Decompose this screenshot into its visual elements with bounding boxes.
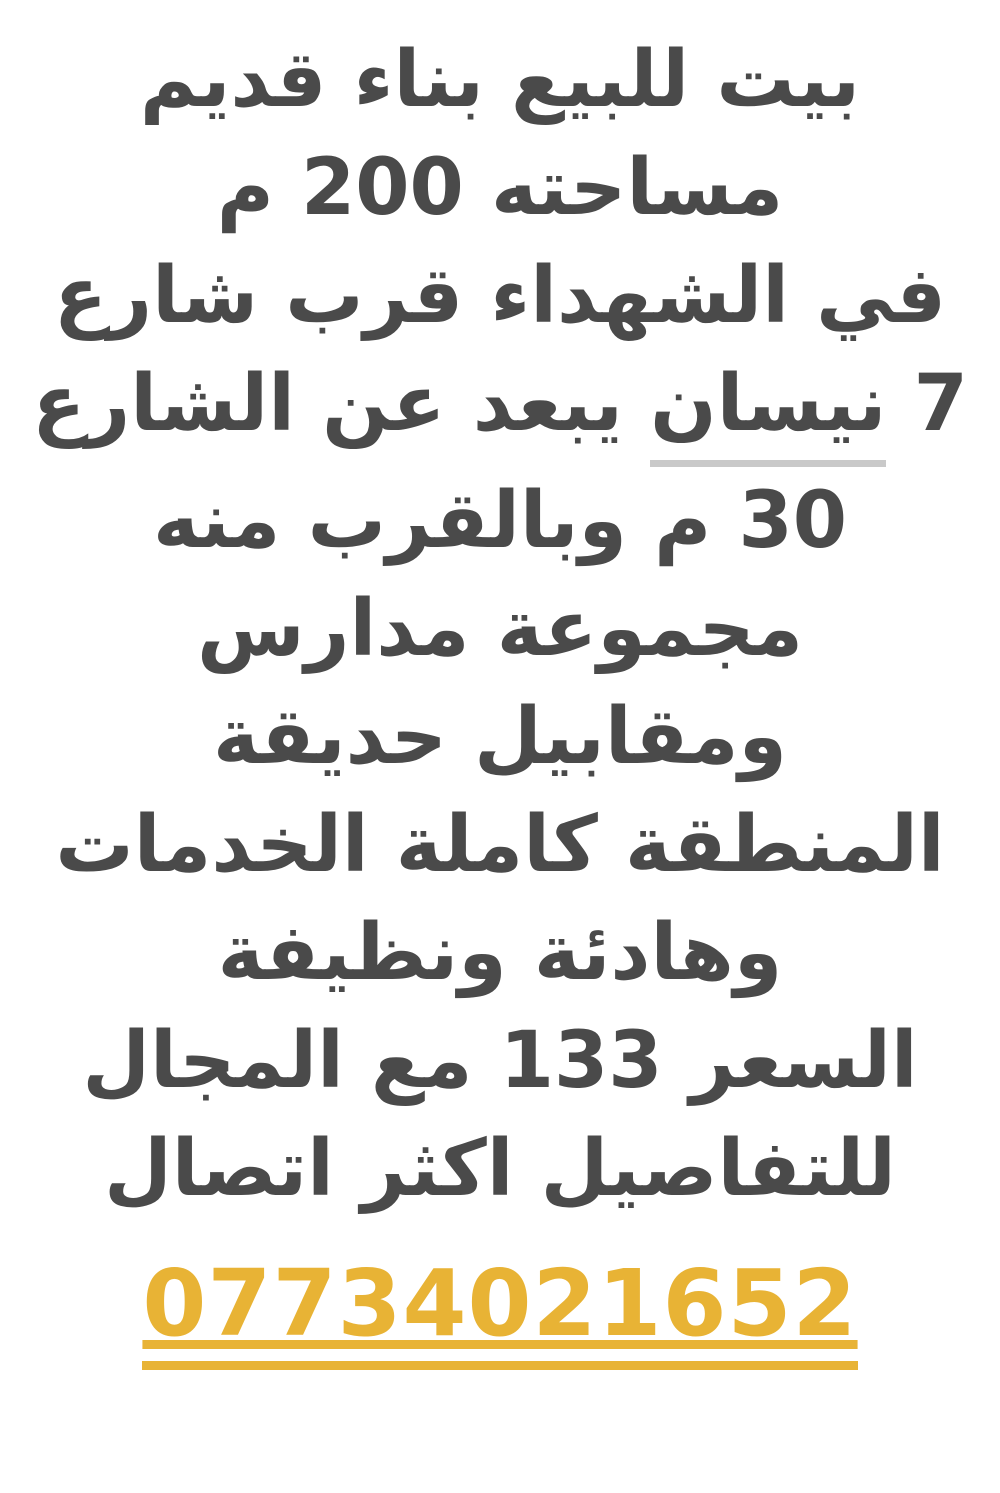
ad-line-3: في الشهداء قرب شارع bbox=[53, 251, 947, 341]
ad-text-block bbox=[24, 0, 976, 1223]
ad-line-8: المنطقة كاملة الخدمات bbox=[55, 800, 945, 890]
ad-line-4 bbox=[24, 350, 976, 467]
ad-line-2: مساحته 200 م bbox=[216, 143, 784, 233]
ad-line-partial-top bbox=[24, 0, 976, 26]
ad-line-9: وهادئة ونظيفة bbox=[217, 908, 783, 998]
ad-line-7: ومقابيل حديقة bbox=[212, 692, 788, 782]
phone-number-row bbox=[24, 1251, 976, 1370]
underlined-fragment: نيسان bbox=[650, 350, 886, 467]
ad-line-4-text: 7 نيسان يبعد عن الشارع bbox=[32, 359, 968, 449]
ad-line-10: السعر 133 مع المجال bbox=[82, 1016, 918, 1106]
ad-line-1: بيت للبيع بناء قديم bbox=[139, 35, 861, 125]
ad-line-5: 30 م وبالقرب منه bbox=[152, 476, 847, 566]
ad-line-6: مجموعة مدارس bbox=[196, 584, 804, 674]
ad-line-11: للتفاصيل اكثر اتصال bbox=[104, 1124, 896, 1214]
phone-number-link[interactable]: 07734021652 bbox=[142, 1251, 857, 1370]
